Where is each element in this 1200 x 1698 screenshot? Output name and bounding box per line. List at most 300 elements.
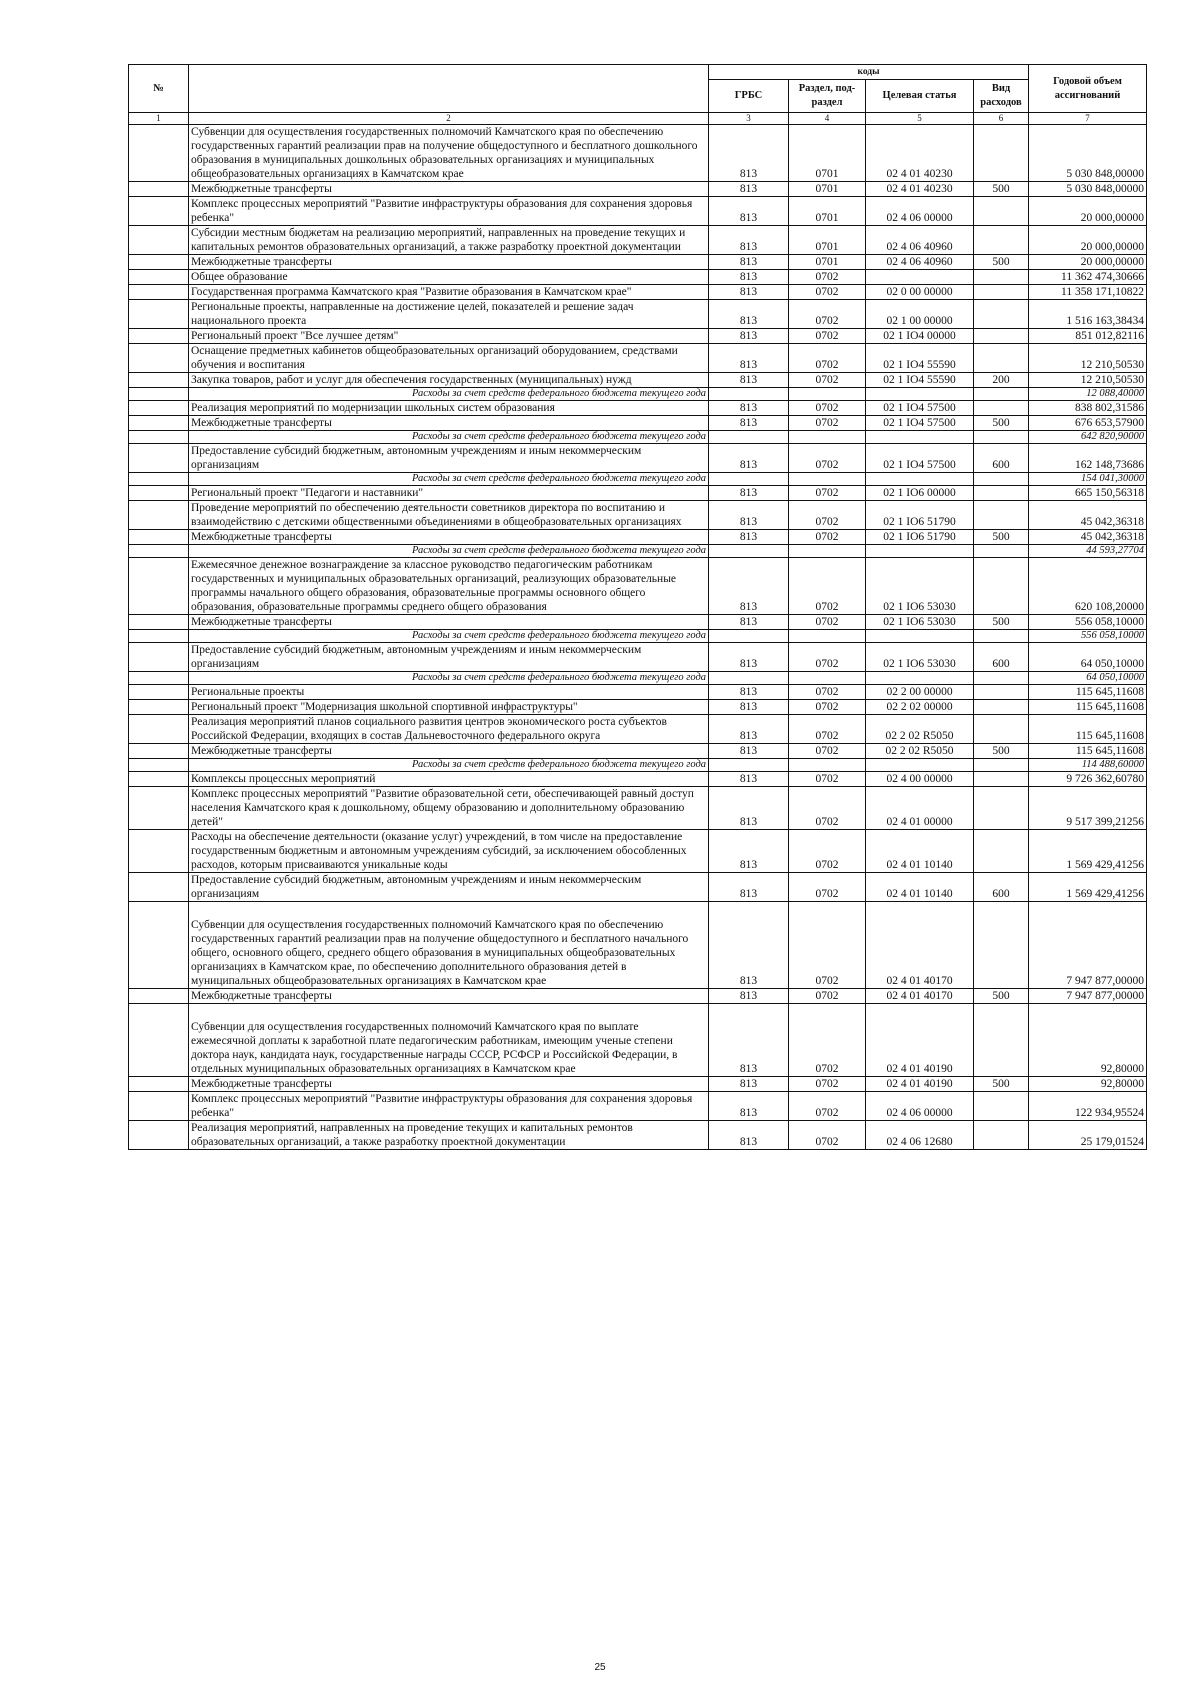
row-target-article — [866, 431, 974, 444]
row-name: Расходы за счет средств федерального бюджета текущего года — [189, 545, 709, 558]
row-target-article — [866, 672, 974, 685]
row-name: Расходы за счет средств федерального бюджета текущего года — [189, 431, 709, 444]
row-expense-type — [974, 558, 1029, 615]
col-index: 3 — [709, 113, 789, 125]
row-amount: 92,80000 — [1029, 1004, 1147, 1077]
row-target-article: 02 1 IO4 00000 — [866, 329, 974, 344]
row-target-article: 02 1 IO6 53030 — [866, 615, 974, 630]
row-name: Расходы за счет средств федерального бюджета текущего года — [189, 759, 709, 772]
row-grbs: 813 — [709, 830, 789, 873]
table-row — [129, 830, 1147, 873]
table-row — [129, 416, 1147, 431]
row-amount: 154 041,30000 — [1029, 473, 1147, 486]
row-grbs: 813 — [709, 486, 789, 501]
row-razdel: 0702 — [789, 1092, 866, 1121]
row-expense-type: 600 — [974, 873, 1029, 902]
row-number — [129, 373, 189, 388]
row-grbs — [709, 473, 789, 486]
row-grbs: 813 — [709, 772, 789, 787]
row-target-article: 02 4 06 00000 — [866, 1092, 974, 1121]
table-body — [129, 125, 1147, 1150]
col-header-vid: Вид расходов — [974, 80, 1029, 113]
row-expense-type: 500 — [974, 255, 1029, 270]
row-expense-type — [974, 715, 1029, 744]
row-grbs: 813 — [709, 902, 789, 989]
row-number — [129, 197, 189, 226]
row-razdel: 0702 — [789, 902, 866, 989]
row-amount: 115 645,11608 — [1029, 685, 1147, 700]
row-razdel: 0702 — [789, 685, 866, 700]
row-razdel: 0702 — [789, 329, 866, 344]
row-target-article: 02 2 00 00000 — [866, 685, 974, 700]
row-number — [129, 444, 189, 473]
row-razdel: 0701 — [789, 125, 866, 182]
row-expense-type: 500 — [974, 182, 1029, 197]
row-target-article — [866, 473, 974, 486]
row-grbs: 813 — [709, 344, 789, 373]
row-number — [129, 182, 189, 197]
row-razdel: 0702 — [789, 989, 866, 1004]
table-row — [129, 685, 1147, 700]
row-name: Межбюджетные трансферты — [189, 530, 709, 545]
row-razdel: 0702 — [789, 772, 866, 787]
table-row — [129, 787, 1147, 830]
row-amount: 556 058,10000 — [1029, 615, 1147, 630]
row-amount: 1 569 429,41256 — [1029, 873, 1147, 902]
row-target-article: 02 4 06 12680 — [866, 1121, 974, 1150]
row-grbs: 813 — [709, 530, 789, 545]
row-grbs: 813 — [709, 125, 789, 182]
table-row — [129, 902, 1147, 989]
table-row — [129, 444, 1147, 473]
row-expense-type — [974, 700, 1029, 715]
row-amount: 20 000,00000 — [1029, 197, 1147, 226]
row-name: Предоставление субсидий бюджетным, автономным учреждениям и иным некоммерческим организациям — [189, 444, 709, 473]
row-number — [129, 1004, 189, 1077]
row-expense-type: 200 — [974, 373, 1029, 388]
row-name: Региональный проект "Педагоги и наставники" — [189, 486, 709, 501]
row-grbs: 813 — [709, 255, 789, 270]
row-grbs — [709, 630, 789, 643]
row-grbs: 813 — [709, 1092, 789, 1121]
row-name: Комплекс процессных мероприятий "Развитие инфраструктуры образования для сохранения здоровья ребенка" — [189, 1092, 709, 1121]
row-amount: 9 726 362,60780 — [1029, 772, 1147, 787]
row-razdel: 0702 — [789, 444, 866, 473]
row-razdel: 0702 — [789, 344, 866, 373]
row-target-article: 02 2 02 R5050 — [866, 744, 974, 759]
row-name: Межбюджетные трансферты — [189, 416, 709, 431]
row-number — [129, 672, 189, 685]
row-grbs: 813 — [709, 329, 789, 344]
row-number — [129, 830, 189, 873]
row-expense-type — [974, 431, 1029, 444]
row-expense-type — [974, 501, 1029, 530]
row-expense-type: 500 — [974, 615, 1029, 630]
row-grbs — [709, 431, 789, 444]
row-razdel: 0701 — [789, 197, 866, 226]
row-target-article: 02 4 01 40170 — [866, 989, 974, 1004]
row-expense-type: 500 — [974, 416, 1029, 431]
row-target-article: 02 4 01 40190 — [866, 1077, 974, 1092]
row-grbs: 813 — [709, 501, 789, 530]
table-row — [129, 715, 1147, 744]
row-name: Предоставление субсидий бюджетным, автономным учреждениям и иным некоммерческим организациям — [189, 873, 709, 902]
col-index: 5 — [866, 113, 974, 125]
row-name: Комплекс процессных мероприятий "Развитие образовательной сети, обеспечивающей равный доступ населения Камчатского края к дошкольному, общему образованию и дополнительному образованию детей" — [189, 787, 709, 830]
col-header-grbs: ГРБС — [709, 80, 789, 113]
row-number — [129, 226, 189, 255]
col-index: 7 — [1029, 113, 1147, 125]
table-row — [129, 615, 1147, 630]
row-grbs — [709, 388, 789, 401]
row-target-article — [866, 630, 974, 643]
row-target-article — [866, 545, 974, 558]
row-amount: 12 088,40000 — [1029, 388, 1147, 401]
row-amount: 642 820,90000 — [1029, 431, 1147, 444]
row-grbs: 813 — [709, 1121, 789, 1150]
row-target-article: 02 1 IO4 57500 — [866, 401, 974, 416]
row-name: Проведение мероприятий по обеспечению деятельности советников директора по воспитанию и взаимодействию с детскими общественными объединениями в общеобразовательных организациях — [189, 501, 709, 530]
row-expense-type — [974, 1092, 1029, 1121]
row-expense-type: 500 — [974, 1077, 1029, 1092]
row-expense-type — [974, 787, 1029, 830]
row-number — [129, 416, 189, 431]
row-razdel: 0701 — [789, 255, 866, 270]
row-number — [129, 530, 189, 545]
row-number — [129, 1121, 189, 1150]
table-row — [129, 285, 1147, 300]
row-grbs: 813 — [709, 373, 789, 388]
row-expense-type — [974, 1004, 1029, 1077]
row-amount: 620 108,20000 — [1029, 558, 1147, 615]
row-amount: 11 358 171,10822 — [1029, 285, 1147, 300]
row-name: Межбюджетные трансферты — [189, 989, 709, 1004]
table-row — [129, 558, 1147, 615]
row-name: Государственная программа Камчатского края "Развитие образования в Камчатском крае" — [189, 285, 709, 300]
budget-table — [128, 64, 1147, 1150]
row-name: Оснащение предметных кабинетов общеобразовательных организаций оборудованием, средствами обучения и воспитания — [189, 344, 709, 373]
row-target-article: 02 2 02 R5050 — [866, 715, 974, 744]
row-razdel: 0702 — [789, 615, 866, 630]
row-expense-type — [974, 672, 1029, 685]
table-row — [129, 373, 1147, 388]
row-grbs: 813 — [709, 787, 789, 830]
row-number — [129, 615, 189, 630]
row-name: Межбюджетные трансферты — [189, 255, 709, 270]
table-row — [129, 501, 1147, 530]
row-grbs: 813 — [709, 444, 789, 473]
row-name: Межбюджетные трансферты — [189, 615, 709, 630]
row-number — [129, 270, 189, 285]
row-amount: 11 362 474,30666 — [1029, 270, 1147, 285]
table-row — [129, 1092, 1147, 1121]
row-name: Расходы за счет средств федерального бюджета текущего года — [189, 630, 709, 643]
row-target-article: 02 1 IO4 57500 — [866, 416, 974, 431]
row-amount: 122 934,95524 — [1029, 1092, 1147, 1121]
row-grbs: 813 — [709, 643, 789, 672]
federal-share-row — [129, 759, 1147, 772]
row-expense-type — [974, 473, 1029, 486]
row-expense-type: 500 — [974, 530, 1029, 545]
row-target-article: 02 1 IO6 51790 — [866, 530, 974, 545]
row-name: Расходы за счет средств федерального бюджета текущего года — [189, 473, 709, 486]
row-target-article — [866, 388, 974, 401]
row-target-article: 02 0 00 00000 — [866, 285, 974, 300]
row-amount: 64 050,10000 — [1029, 672, 1147, 685]
row-razdel: 0701 — [789, 226, 866, 255]
row-razdel: 0702 — [789, 530, 866, 545]
row-number — [129, 1077, 189, 1092]
page-number: 25 — [594, 1662, 606, 1673]
row-expense-type: 600 — [974, 643, 1029, 672]
row-razdel: 0702 — [789, 744, 866, 759]
row-target-article: 02 4 01 00000 — [866, 787, 974, 830]
row-number — [129, 431, 189, 444]
row-number — [129, 700, 189, 715]
row-number — [129, 300, 189, 329]
row-grbs: 813 — [709, 197, 789, 226]
row-expense-type — [974, 545, 1029, 558]
row-number — [129, 401, 189, 416]
row-expense-type: 500 — [974, 744, 1029, 759]
row-target-article: 02 1 IO4 57500 — [866, 444, 974, 473]
row-expense-type — [974, 759, 1029, 772]
row-razdel: 0702 — [789, 270, 866, 285]
row-amount: 20 000,00000 — [1029, 255, 1147, 270]
row-target-article — [866, 759, 974, 772]
col-header-razdel: Раздел, под-раздел — [789, 80, 866, 113]
table-row — [129, 1077, 1147, 1092]
col-index: 4 — [789, 113, 866, 125]
row-target-article: 02 1 IO6 00000 — [866, 486, 974, 501]
row-grbs: 813 — [709, 989, 789, 1004]
row-target-article: 02 1 IO6 53030 — [866, 643, 974, 672]
row-razdel: 0702 — [789, 700, 866, 715]
col-header-no: № — [129, 65, 189, 113]
row-razdel — [789, 759, 866, 772]
row-amount: 92,80000 — [1029, 1077, 1147, 1092]
row-number — [129, 329, 189, 344]
row-expense-type — [974, 902, 1029, 989]
row-grbs: 813 — [709, 300, 789, 329]
table-row — [129, 226, 1147, 255]
row-target-article: 02 4 01 10140 — [866, 830, 974, 873]
row-name: Межбюджетные трансферты — [189, 1077, 709, 1092]
row-grbs: 813 — [709, 744, 789, 759]
row-grbs — [709, 672, 789, 685]
row-number — [129, 486, 189, 501]
row-number — [129, 630, 189, 643]
row-amount: 64 050,10000 — [1029, 643, 1147, 672]
row-number — [129, 787, 189, 830]
row-grbs: 813 — [709, 416, 789, 431]
row-name: Субвенции для осуществления государственных полномочий Камчатского края по выплате ежемесячной доплаты к заработной плате педагогическим работникам, имеющим ученые степени доктора наук, кандидата наук, государственные награды СССР, РСФСР и Российской Федерации, в отдельных муниципальных образовательных организациях в Камчатском крае — [189, 1004, 709, 1077]
row-name: Региональные проекты — [189, 685, 709, 700]
row-amount: 1 569 429,41256 — [1029, 830, 1147, 873]
table-row — [129, 643, 1147, 672]
row-name: Общее образование — [189, 270, 709, 285]
row-name: Расходы за счет средств федерального бюджета текущего года — [189, 672, 709, 685]
row-razdel — [789, 388, 866, 401]
row-amount: 9 517 399,21256 — [1029, 787, 1147, 830]
row-number — [129, 1092, 189, 1121]
row-grbs: 813 — [709, 226, 789, 255]
row-expense-type — [974, 772, 1029, 787]
row-target-article: 02 4 01 40170 — [866, 902, 974, 989]
row-name: Региональные проекты, направленные на достижение целей, показателей и решение задач национального проекта — [189, 300, 709, 329]
row-amount: 25 179,01524 — [1029, 1121, 1147, 1150]
row-grbs: 813 — [709, 401, 789, 416]
table-row — [129, 300, 1147, 329]
row-grbs — [709, 759, 789, 772]
row-name: Межбюджетные трансферты — [189, 744, 709, 759]
row-number — [129, 759, 189, 772]
federal-share-row — [129, 545, 1147, 558]
row-razdel: 0702 — [789, 1121, 866, 1150]
row-target-article: 02 1 IO6 51790 — [866, 501, 974, 530]
row-razdel: 0701 — [789, 182, 866, 197]
row-razdel: 0702 — [789, 873, 866, 902]
row-amount: 115 645,11608 — [1029, 700, 1147, 715]
row-number — [129, 685, 189, 700]
row-number — [129, 255, 189, 270]
row-target-article: 02 4 00 00000 — [866, 772, 974, 787]
federal-share-row — [129, 672, 1147, 685]
row-amount: 114 488,60000 — [1029, 759, 1147, 772]
table-row — [129, 530, 1147, 545]
row-number — [129, 643, 189, 672]
row-razdel — [789, 545, 866, 558]
row-razdel: 0702 — [789, 715, 866, 744]
row-expense-type — [974, 830, 1029, 873]
row-number — [129, 902, 189, 989]
row-amount: 665 150,56318 — [1029, 486, 1147, 501]
row-expense-type — [974, 685, 1029, 700]
row-amount: 556 058,10000 — [1029, 630, 1147, 643]
row-razdel: 0702 — [789, 1004, 866, 1077]
table-row — [129, 989, 1147, 1004]
row-name: Комплексы процессных мероприятий — [189, 772, 709, 787]
row-name: Закупка товаров, работ и услуг для обеспечения государственных (муниципальных) нужд — [189, 373, 709, 388]
row-razdel: 0702 — [789, 373, 866, 388]
row-razdel — [789, 473, 866, 486]
table-row — [129, 772, 1147, 787]
row-target-article: 02 1 IO6 53030 — [866, 558, 974, 615]
row-name: Расходы за счет средств федерального бюджета текущего года — [189, 388, 709, 401]
table-row — [129, 1004, 1147, 1077]
row-razdel — [789, 672, 866, 685]
col-index: 6 — [974, 113, 1029, 125]
table-row — [129, 1121, 1147, 1150]
row-number — [129, 344, 189, 373]
row-amount: 162 148,73686 — [1029, 444, 1147, 473]
row-number — [129, 989, 189, 1004]
row-target-article: 02 4 06 40960 — [866, 226, 974, 255]
row-grbs: 813 — [709, 270, 789, 285]
row-number — [129, 545, 189, 558]
row-expense-type — [974, 329, 1029, 344]
row-number — [129, 501, 189, 530]
row-amount: 45 042,36318 — [1029, 501, 1147, 530]
row-target-article: 02 4 01 40230 — [866, 182, 974, 197]
row-target-article: 02 4 01 40230 — [866, 125, 974, 182]
row-amount: 115 645,11608 — [1029, 744, 1147, 759]
row-amount: 1 516 163,38434 — [1029, 300, 1147, 329]
row-grbs: 813 — [709, 285, 789, 300]
col-header-celevaya: Целевая статья — [866, 80, 974, 113]
row-target-article — [866, 270, 974, 285]
row-name: Региональный проект "Все лучшее детям" — [189, 329, 709, 344]
row-amount: 838 802,31586 — [1029, 401, 1147, 416]
row-target-article: 02 4 06 00000 — [866, 197, 974, 226]
row-target-article: 02 4 06 40960 — [866, 255, 974, 270]
row-name: Субвенции для осуществления государственных полномочий Камчатского края по обеспечению государственных гарантий реализации прав на получение общедоступного и бесплатного дошкольного образования в муниципальных дошкольных образовательных организациях и муниципальных общеобразовательных организациях в Камчатском крае — [189, 125, 709, 182]
row-expense-type: 500 — [974, 989, 1029, 1004]
row-grbs: 813 — [709, 1077, 789, 1092]
row-amount: 851 012,82116 — [1029, 329, 1147, 344]
row-name: Ежемесячное денежное вознаграждение за классное руководство педагогическим работникам государственных и муниципальных образовательных организаций, реализующих образовательные программы начального общего образования, образовательные программы основного общего образования, образовательные программы среднего общего образования — [189, 558, 709, 615]
row-razdel: 0702 — [789, 285, 866, 300]
row-amount: 7 947 877,00000 — [1029, 989, 1147, 1004]
row-number — [129, 558, 189, 615]
row-number — [129, 388, 189, 401]
row-razdel: 0702 — [789, 501, 866, 530]
row-amount: 676 653,57900 — [1029, 416, 1147, 431]
row-grbs: 813 — [709, 558, 789, 615]
federal-share-row — [129, 431, 1147, 444]
col-header-sum: Годовой объем ассигнований — [1029, 65, 1147, 113]
row-expense-type — [974, 300, 1029, 329]
row-number — [129, 125, 189, 182]
row-expense-type — [974, 401, 1029, 416]
table-row — [129, 255, 1147, 270]
row-number — [129, 772, 189, 787]
row-amount: 5 030 848,00000 — [1029, 182, 1147, 197]
row-amount: 115 645,11608 — [1029, 715, 1147, 744]
row-amount: 20 000,00000 — [1029, 226, 1147, 255]
row-grbs: 813 — [709, 685, 789, 700]
row-razdel: 0702 — [789, 486, 866, 501]
row-razdel: 0702 — [789, 558, 866, 615]
row-number — [129, 715, 189, 744]
row-name: Реализация мероприятий, направленных на проведение текущих и капитальных ремонтов образовательных организаций, а также разработку проектной документации — [189, 1121, 709, 1150]
row-expense-type — [974, 1121, 1029, 1150]
col-index: 1 — [129, 113, 189, 125]
row-number — [129, 744, 189, 759]
table-row — [129, 329, 1147, 344]
row-name: Реализация мероприятий по модернизации школьных систем образования — [189, 401, 709, 416]
row-amount: 45 042,36318 — [1029, 530, 1147, 545]
row-expense-type — [974, 630, 1029, 643]
row-expense-type — [974, 486, 1029, 501]
row-razdel: 0702 — [789, 416, 866, 431]
row-target-article: 02 4 01 40190 — [866, 1004, 974, 1077]
row-number — [129, 285, 189, 300]
row-grbs: 813 — [709, 700, 789, 715]
row-name: Реализация мероприятий планов социального развития центров экономического роста субъектов Российской Федерации, входящих в состав Дальневосточного федерального округа — [189, 715, 709, 744]
row-razdel: 0702 — [789, 830, 866, 873]
row-expense-type — [974, 285, 1029, 300]
row-grbs: 813 — [709, 615, 789, 630]
row-name: Межбюджетные трансферты — [189, 182, 709, 197]
table-row — [129, 401, 1147, 416]
row-razdel: 0702 — [789, 300, 866, 329]
row-amount: 12 210,50530 — [1029, 373, 1147, 388]
table-row — [129, 344, 1147, 373]
row-grbs: 813 — [709, 1004, 789, 1077]
federal-share-row — [129, 388, 1147, 401]
row-expense-type: 600 — [974, 444, 1029, 473]
